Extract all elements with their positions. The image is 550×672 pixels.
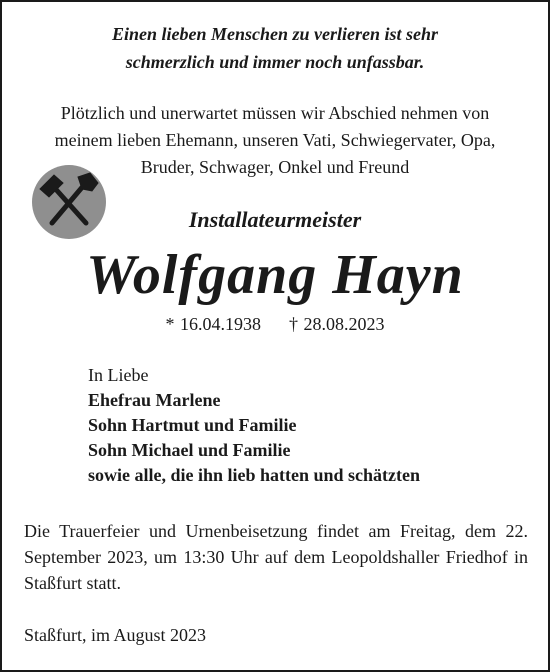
life-dates [2, 312, 548, 336]
family-member: Sohn Michael und Familie [88, 440, 291, 460]
death-date: † 28.08.2023 [289, 314, 385, 334]
intro-quote [2, 20, 548, 76]
profession-title: Installateurmeister [188, 207, 362, 232]
announcement-line-2: meinem lieben Ehemann, unseren Vati, Schwiegervater, Opa, [54, 130, 496, 150]
family-member: Ehefrau Marlene [88, 390, 221, 410]
place-and-date: Staßfurt, im August 2023 [24, 625, 207, 645]
intro-line-1: Einen lieben Menschen zu verlieren ist sehr [111, 24, 439, 44]
family-signatures [88, 363, 420, 488]
intro-line-2: schmerzlich und immer noch unfassbar. [125, 52, 425, 72]
family-intro: In Liebe [88, 365, 149, 385]
family-member: Sohn Hartmut und Familie [88, 415, 297, 435]
announcement-line-1: Plötzlich und unerwartet müssen wir Abschied nehmen von [60, 103, 490, 123]
ceremony-details: Die Trauerfeier und Urnenbeisetzung findet am Freitag, dem 22. September 2023, um 13:30 Uhr auf dem Leopoldshaller Friedhof in Staßfurt statt. [24, 521, 528, 593]
announcement-line-3: Bruder, Schwager, Onkel und Freund [140, 157, 410, 177]
birth-date: * 16.04.1938 [165, 314, 261, 334]
deceased-name: Wolfgang Hayn [86, 244, 464, 306]
family-member: sowie alle, die ihn lieb hatten und schätzten [88, 465, 421, 485]
